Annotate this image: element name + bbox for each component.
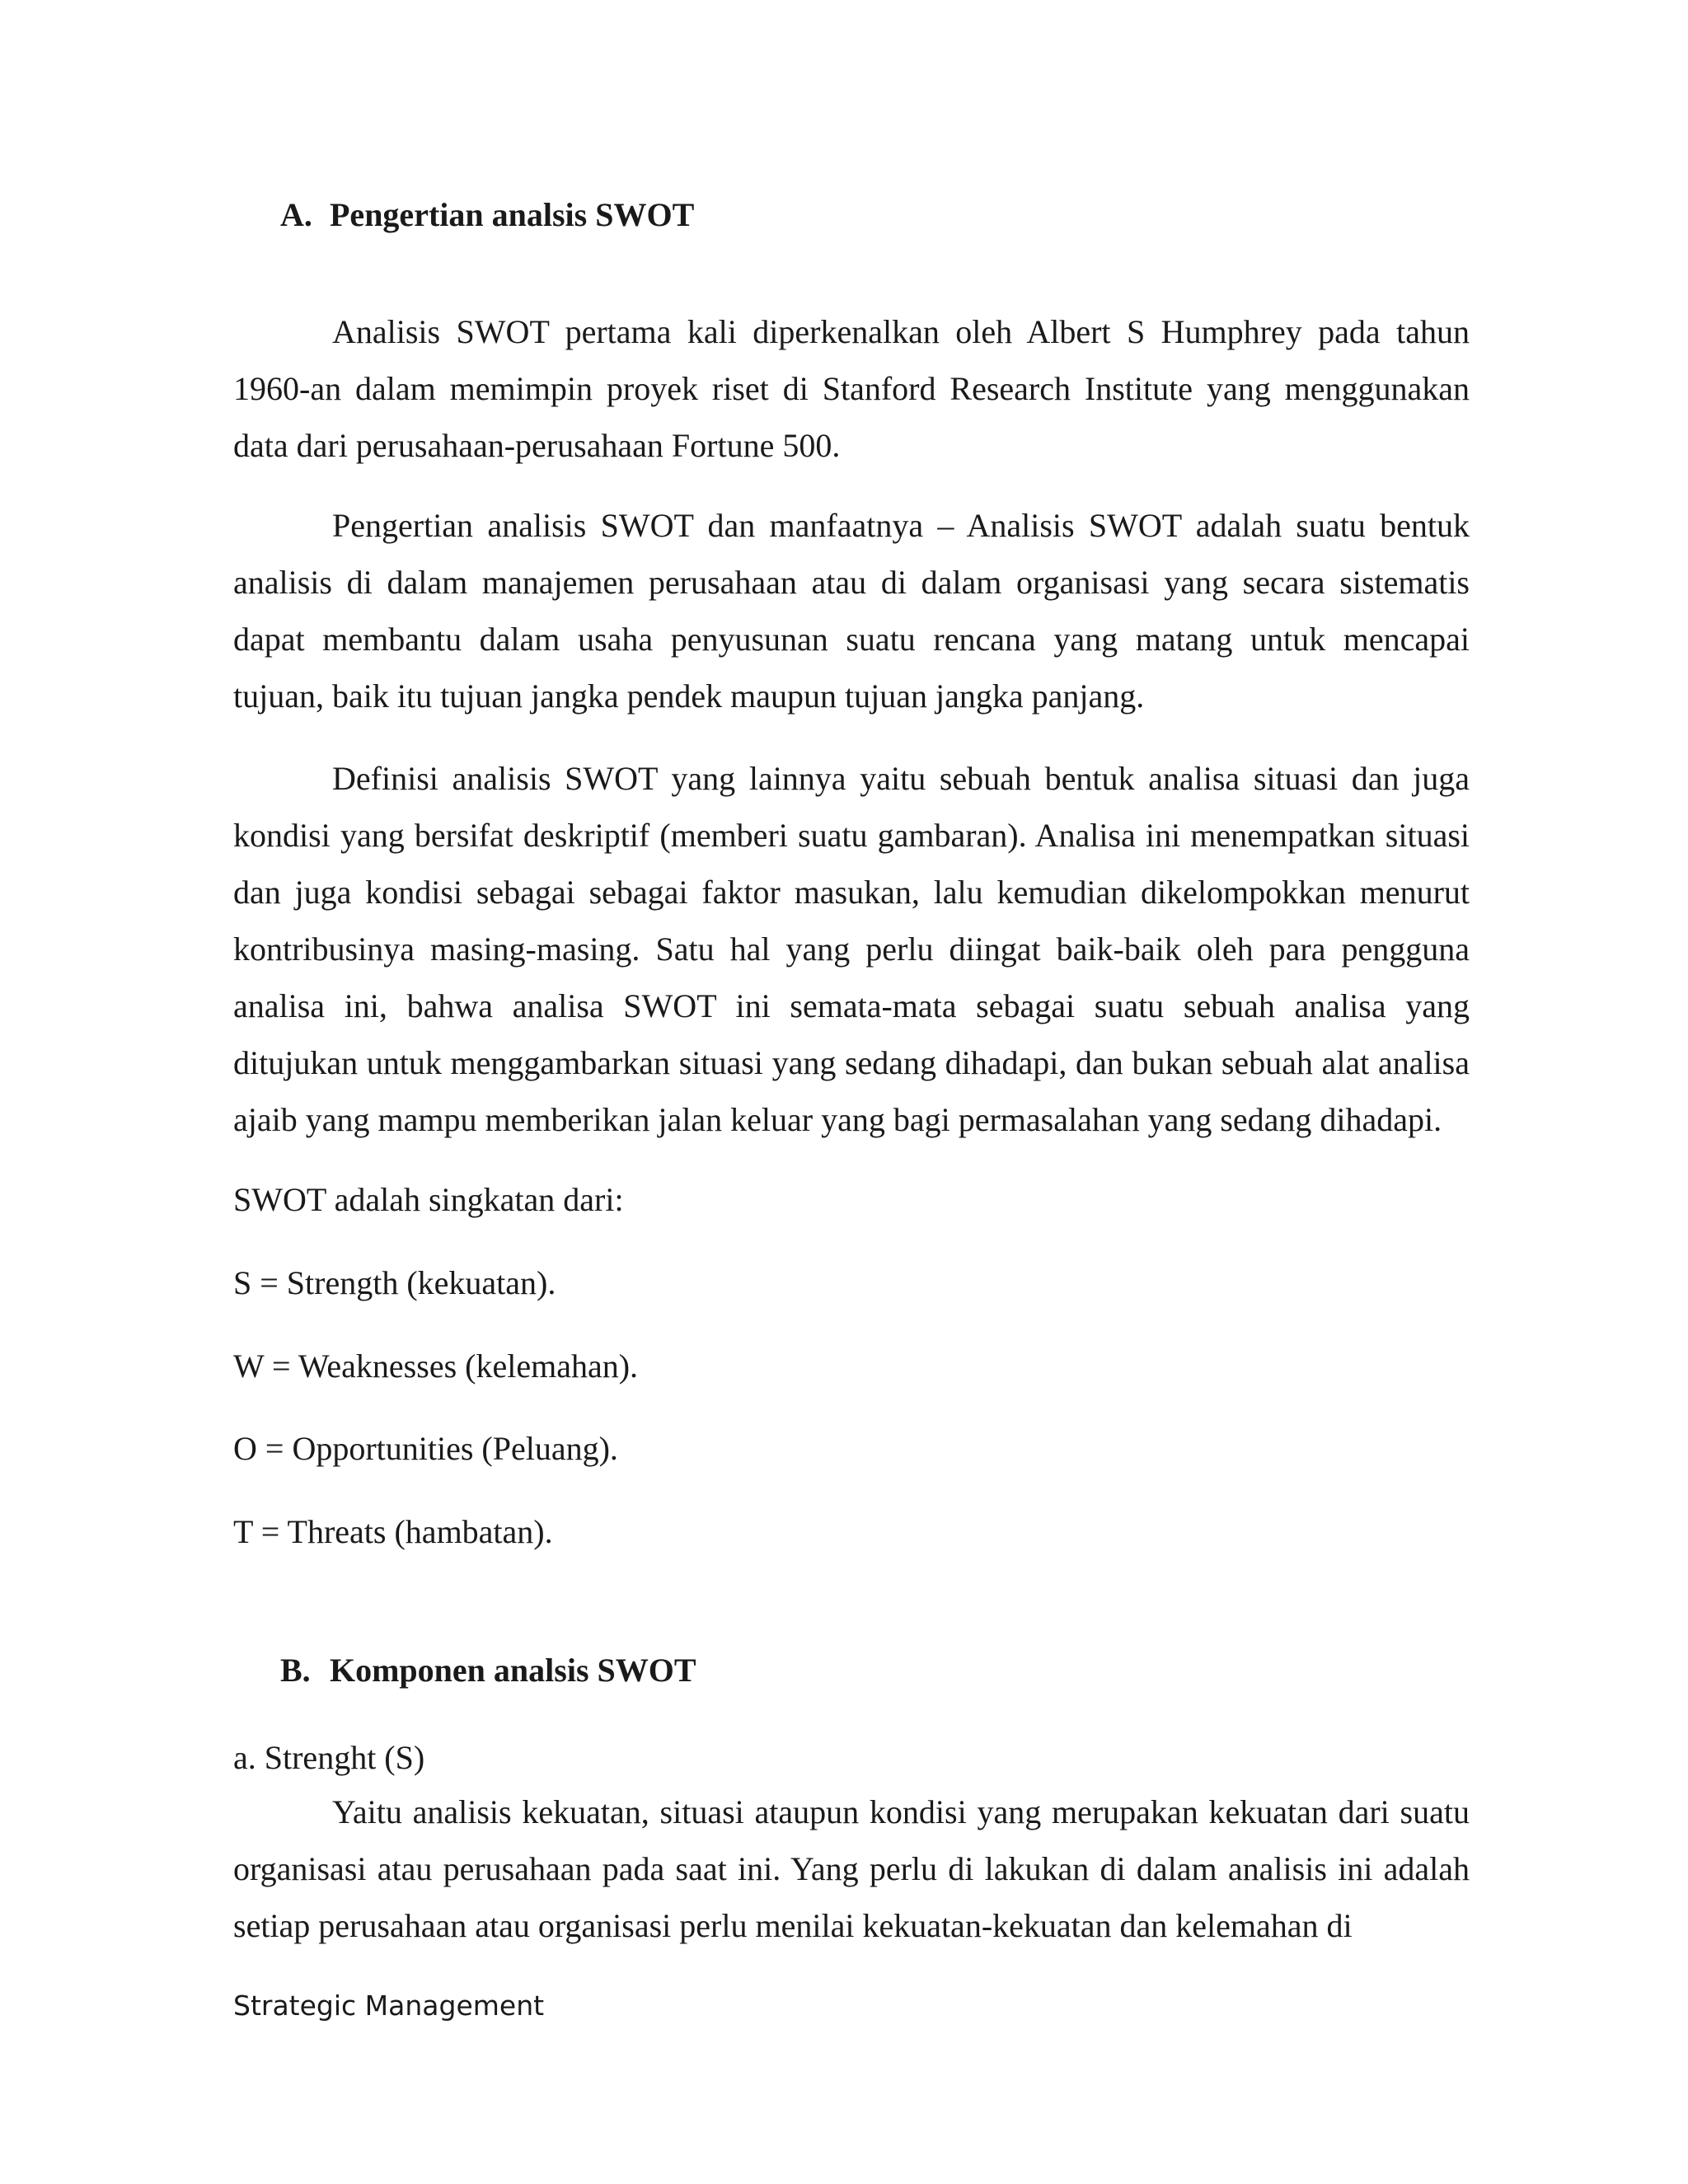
section-b-heading bbox=[280, 1650, 696, 1691]
swot-item-strength: S = Strength (kekuatan). bbox=[233, 1264, 556, 1301]
paragraph-history: Analisis SWOT pertama kali diperkenalkan oleh Albert S Humphrey pada tahun 1960-an dalam memimpin proyek riset di Stanford Research Institute yang menggunakan data dari perusahaan-perusahaan Fortune 500. bbox=[233, 313, 1470, 464]
section-b-title: Komponen analsis SWOT bbox=[330, 1652, 696, 1689]
swot-intro: SWOT adalah singkatan dari: bbox=[233, 1181, 624, 1218]
page-footer: Strategic Management bbox=[233, 1990, 545, 2022]
swot-item-threats: T = Threats (hambatan). bbox=[233, 1513, 553, 1550]
paragraph-definition-alt: Definisi analisis SWOT yang lainnya yaitu sebuah bentuk analisa situasi dan juga kondisi yang bersifat deskriptif (memberi suatu gambaran). Analisa ini menempatkan situasi dan juga kondisi sebagai sebagai faktor masukan, lalu kemudian dikelompokkan menurut kontribusinya masing-masing. Satu hal yang perlu diingat baik-baik oleh para pengguna analisa ini, bahwa analisa SWOT ini semata-mata sebagai suatu sebuah analisa yang ditujukan untuk menggambarkan situasi yang sedang dihadapi, dan bukan sebuah alat analisa ajaib yang mampu memberikan jalan keluar yang bagi permasalahan yang sedang dihadapi. bbox=[233, 760, 1470, 1138]
section-b-letter: B. bbox=[280, 1652, 311, 1689]
section-a-letter: A. bbox=[280, 196, 312, 233]
section-a-heading bbox=[280, 194, 694, 236]
subsection-strength-text: Yaitu analisis kekuatan, situasi ataupun kondisi yang merupakan kekuatan dari suatu organisasi atau perusahaan pada saat ini. Yang perlu di lakukan di dalam analisis ini adalah setiap perusahaan atau organisasi perlu menilai kekuatan-kekuatan dan kelemahan di bbox=[233, 1793, 1470, 1944]
swot-item-weaknesses: W = Weaknesses (kelemahan). bbox=[233, 1347, 639, 1385]
section-a-title: Pengertian analsis SWOT bbox=[330, 196, 695, 233]
subsection-strength-label: a. Strenght (S) bbox=[233, 1739, 425, 1776]
paragraph-definition: Pengertian analisis SWOT dan manfaatnya – Analisis SWOT adalah suatu bentuk analisis di dalam manajemen perusahaan atau di dalam organisasi yang secara sistematis dapat membantu dalam usaha penyusunan suatu rencana yang matang untuk mencapai tujuan, baik itu tujuan jangka pendek maupun tujuan jangka panjang. bbox=[233, 507, 1470, 715]
swot-item-opportunities: O = Opportunities (Peluang). bbox=[233, 1430, 618, 1467]
